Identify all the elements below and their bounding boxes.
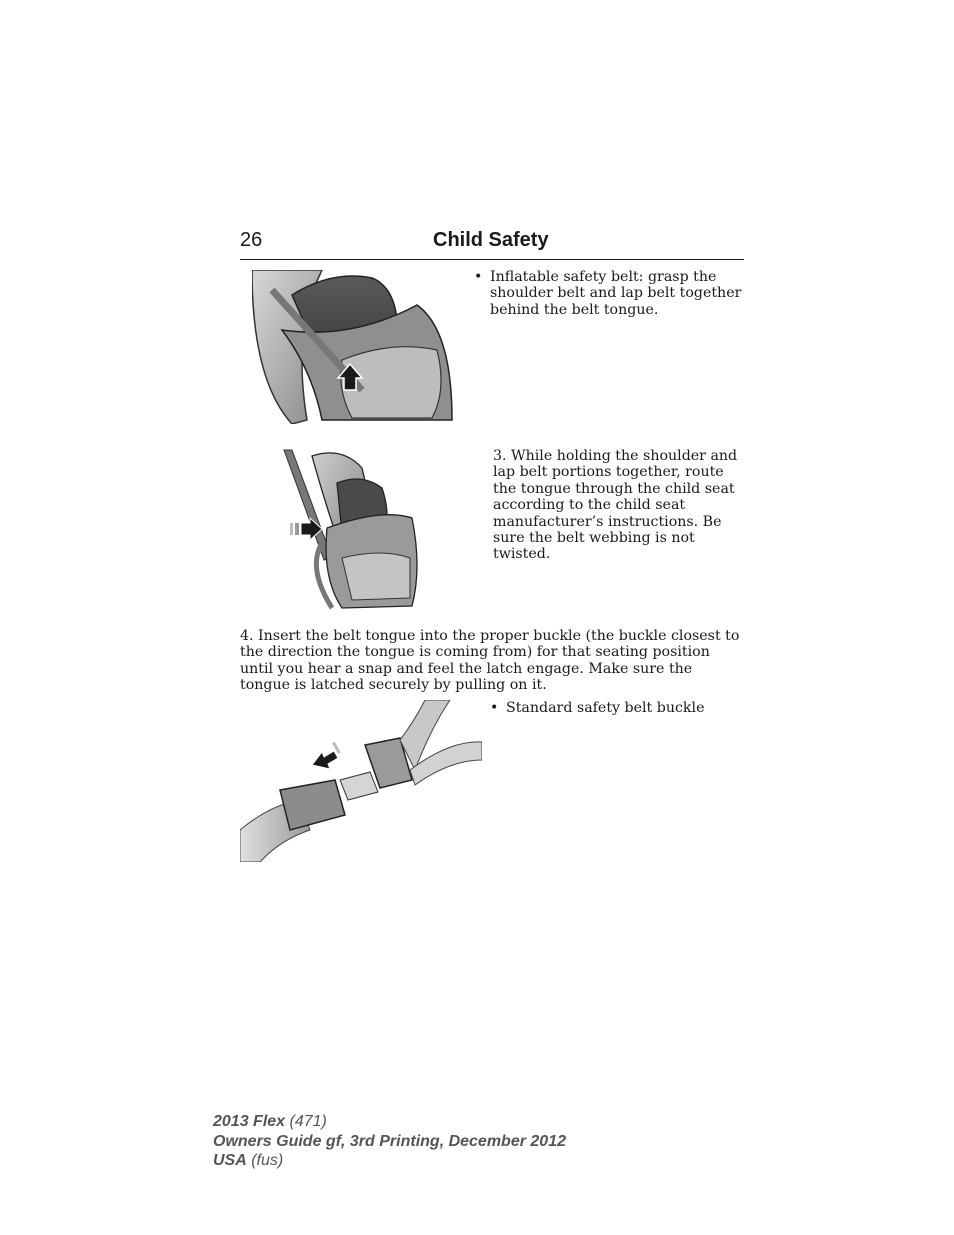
- figure-standard-belt-buckle: [240, 700, 482, 862]
- header-rule: [240, 259, 744, 260]
- bullet-text: Inflatable safety belt: grasp the shoulder belt and lap belt together behind the belt tongue.: [490, 269, 742, 318]
- footer-line-1: [213, 1112, 566, 1132]
- footer-line-2: Owners Guide gf, 3rd Printing, December 2012: [213, 1132, 566, 1150]
- step-3-text: 3. While holding the shoulder and lap belt portions together, route the tongue through the child seat according to the child seat manufacturer’s instructions. Be sure the belt webbing is not twisted.: [493, 448, 738, 563]
- bullet-standard-buckle: [490, 700, 746, 716]
- page-number: 26: [240, 229, 263, 251]
- left-arrow-icon: [312, 742, 341, 769]
- step-4-text: 4. Insert the belt tongue into the proper buckle (the buckle closest to the direction the tongue is coming from) for that seating position until you hear a snap and feel the latch engage. Make sure the tongue is latched securely by pulling on it.: [240, 628, 740, 694]
- bullet-text: Standard safety belt buckle: [506, 700, 705, 716]
- figure-route-tongue-child-seat: [282, 448, 422, 610]
- footer-line-3: [213, 1151, 566, 1171]
- footer-model: 2013 Flex: [213, 1113, 286, 1130]
- footer-market-code: (fus): [246, 1152, 284, 1169]
- footer-market: USA: [213, 1152, 247, 1169]
- bullet-marker: •: [474, 269, 483, 285]
- bullet-marker: •: [490, 700, 499, 716]
- bullet-inflatable-belt: [474, 269, 746, 318]
- footer-model-code: (471): [285, 1113, 327, 1130]
- figure-inflatable-belt-child-seat: [252, 270, 456, 424]
- footer: [213, 1112, 566, 1171]
- page-title: Child Safety: [433, 229, 549, 251]
